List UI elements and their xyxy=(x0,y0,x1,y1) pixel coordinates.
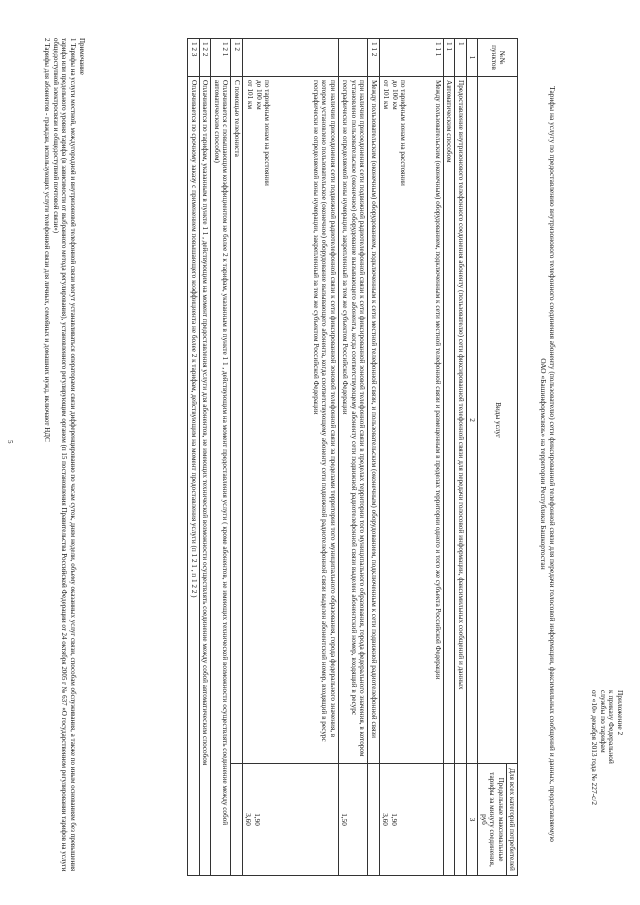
index-cell: 3 xyxy=(466,764,477,876)
row-number: 1 xyxy=(455,39,466,77)
zone-2-value: 3,60 xyxy=(244,813,253,826)
zone-1-value: 1,90 xyxy=(252,813,261,826)
table-row xyxy=(368,39,379,876)
index-cell: 1 xyxy=(466,39,477,77)
appendix-line: службы по тарифам xyxy=(598,690,608,753)
row-text: Оплачивается по срочному заказу с применением повышающего коэффициента не более 2 к тарифам, действующим на момент предоставления услуги (п 1 2 1 , п 1 2 2 ) xyxy=(188,77,199,876)
appendix-line: Приложение 2 xyxy=(616,690,625,736)
header-all-categories: Для всех категорий потребителей xyxy=(506,764,517,876)
row-text: Оплачивается по тарифам, указанным в пункте 1 1 , действующим на момент предоставления услуги для абонентов, не имеющих технической возможности осуществлять соединение между собой автоматическим способом xyxy=(199,77,210,876)
table-header-row xyxy=(506,39,517,876)
header-service-type: Виды услуг xyxy=(478,77,518,764)
row-value xyxy=(455,764,466,876)
row-number xyxy=(338,39,367,77)
row-value xyxy=(379,764,443,876)
row-number xyxy=(242,39,338,77)
header-max-tariff: Предельные максимальные тарифы за минуту соединения, руб xyxy=(478,764,506,876)
row-text-main: Между пользовательским (оконечным) оборудованием, подключенным к сети местной телефонной связи и размещенным в пределах территории одного и того же субъекта Российской Федерации xyxy=(433,80,442,680)
row-value xyxy=(231,764,242,876)
row-value xyxy=(242,764,338,876)
document-title: Тарифы на услугу по предоставлению внутризонового телефонного соединения абоненту (пользователю) сети фиксированной телефонной связи для передачи голосовой информации, факсимильных сообщений и данных, предоставляемую ОАО «Башинформсвязь» на территории Республики Башкортостан xyxy=(539,86,557,842)
zones-label: по тарифным зонам на расстоянии xyxy=(263,80,272,186)
zone-2-label: от 101 км xyxy=(246,80,255,110)
row-value xyxy=(338,764,367,876)
row-number: 1 2 xyxy=(231,39,242,77)
page-number: 5 xyxy=(6,440,14,444)
row-number: 1 1 xyxy=(443,39,454,77)
row-number: 1 2 1 xyxy=(211,39,231,77)
table-row xyxy=(455,39,466,876)
table-row xyxy=(199,39,210,876)
row-number: 1 2 3 xyxy=(188,39,199,77)
table-row xyxy=(231,39,242,876)
zone-1-label: до 100 км xyxy=(254,80,263,110)
row-number: 1 1 1 xyxy=(379,39,443,77)
table-row xyxy=(443,39,454,876)
note-2: 2 Тарифы для абонентов - граждан, использующих услуги телефонной связи для личных, семейных и домашних нужд, включают НДС xyxy=(43,38,51,442)
table-row xyxy=(188,39,199,876)
row-number: 1 2 2 xyxy=(199,39,210,77)
appendix-line: от «10» декабря 2013 года № 227-с/2 xyxy=(589,690,599,806)
table-row xyxy=(211,39,231,876)
zones-label: по тарифным зонам на расстоянии xyxy=(399,80,408,186)
notes-heading: Примечание xyxy=(78,38,86,75)
row-text xyxy=(242,77,338,764)
row-text-main: при наличии присоединения сети подвижной радиотелефонной связи к сети фиксированной зоновой телефонной связи за пределами территории того муниципального образования, города федерального значения, в котором установлено пользовательское (оконечное) оборудование вызывающего абонента, когда соответствующему абоненту сети подвижной радиотелефонной связи выделен абонентский номер, входящий в ресурс географически не определяемой зоны нумерации, закрепленный за тем же субъектом Российской Федерации xyxy=(311,80,337,742)
header-item-number: №№ пунктов xyxy=(478,39,518,77)
table-row xyxy=(242,39,338,876)
appendix-line: к приказу Федеральной xyxy=(607,690,617,764)
row-value xyxy=(368,764,379,876)
zone-2-label: от 101 км xyxy=(382,80,391,110)
row-value xyxy=(443,764,454,876)
zone-1-label: до 100 км xyxy=(390,80,399,110)
note-1: 1 Тарифы на услуги местной, междугородной и внутризоновой телефонной связи могут устанавливаться операторами связи дифференцированно по часам суток, дням недели, объему оказанных услуг связи, способам обслуживания, а также по иным основаниям без превышения тарифа или предельного уровня тарифа (в зависимости от выбранного метода регулирования), установленного регулирующим органом (п 15 постановления Правительства Российской Федерации от 24 октября 2005 г № 637 «О государственном регулировании тарифов на услуги общедоступной электросвязи и общедоступной почтовой связи») xyxy=(52,38,77,872)
table-index-row xyxy=(466,39,477,876)
row-text: при наличии присоединения сети подвижной радиотелефонной связи к сети фиксированной зоновой телефонной связи в пределах территории того муниципального образования, города федерального значения, в котором установлено пользовательское (оконечное) оборудование вызывающего абонента, когда соответствующему абоненту сети подвижной радиотелефонной связи выделен абонентский номер, входящий в ресурс географически не определяемой зоны нумерации, закрепленный за тем же субъектом Российской Федерации xyxy=(338,77,367,764)
zone-1-value: 1,90 xyxy=(389,813,398,826)
mobile-local-value: 1,50 xyxy=(340,813,349,826)
row-text xyxy=(379,77,443,764)
notes-block xyxy=(42,38,86,878)
tariff-table xyxy=(187,38,518,876)
index-cell: 2 xyxy=(466,77,477,764)
row-text: Между пользовательским (оконечным) оборудованием, подключенным к сети местной телефонной связи, и пользовательским (оконечным) оборудованием, подключенным к сети подвижной радиотелефонной связи xyxy=(368,77,379,764)
row-text: Автоматическим способом xyxy=(443,77,454,764)
appendix-block xyxy=(589,690,624,890)
table-row xyxy=(338,39,367,876)
row-number: 1 1 2 xyxy=(368,39,379,77)
row-text: Предоставление внутризонового телефонного соединения абоненту (пользователю) сети фиксированной телефонной связи для передачи голосовой информации, факсимильных сообщений и данных xyxy=(455,77,466,764)
zone-2-value: 3,60 xyxy=(381,813,390,826)
table-row xyxy=(379,39,443,876)
row-text: Оплачивается с повышающим коэффициентом не более 2 к тарифам, указанным в пункте 1 1 , действующим на момент предоставления услуги ( кроме абонентов, не имеющих технической возможности осуществлять соединение между собой автоматическим способом) xyxy=(211,77,231,876)
row-text: С помощью телефониста xyxy=(231,77,242,764)
